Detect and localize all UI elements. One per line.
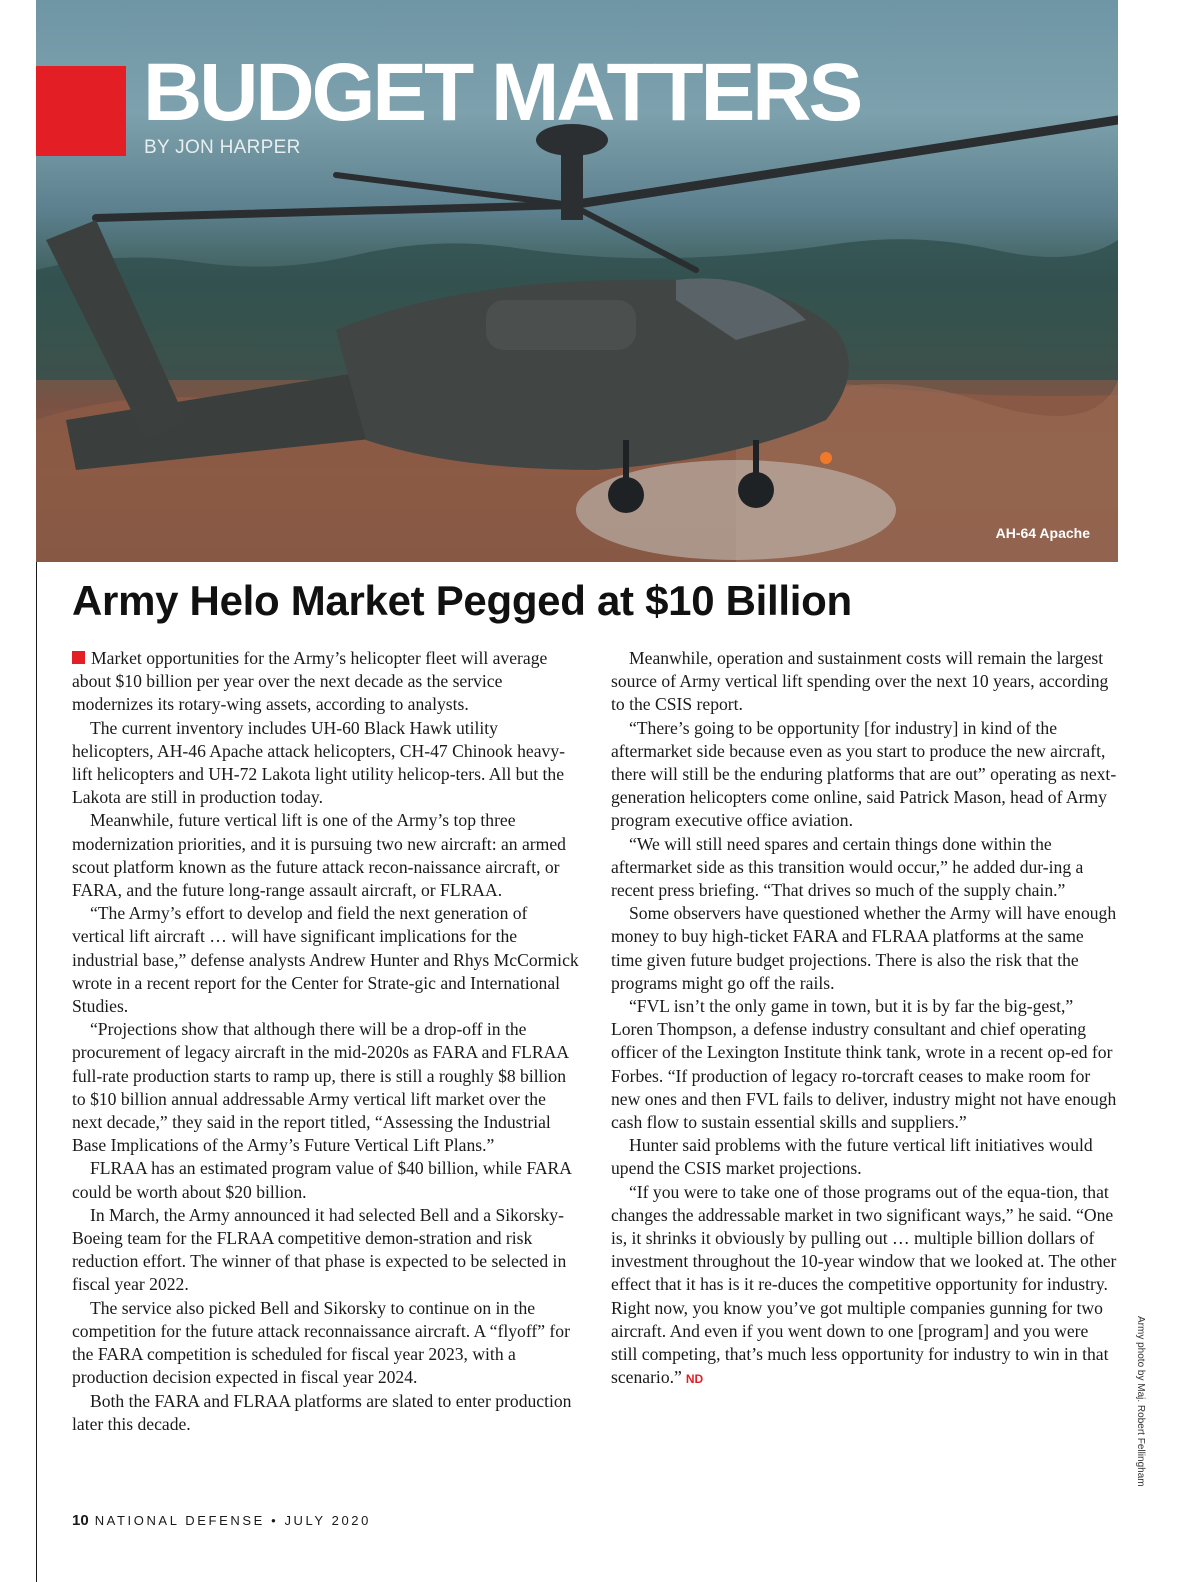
paragraph: “If you were to take one of those programs out of the equa-tion, that changes the addressable market in two significant ways,” he said. “One is, it shrinks it obviously by pulling out … multiple billion dollars of investment throughout the 10-year window that we looked at. The other effect that it has is it re-duces the competitive opportunity for industry. Right now, you know you’ve got multiple companies gunning for two aircraft. And even if you went down to one [program] and you were still competing, that’s much less opportunity for industry to win in that scenario.” ND bbox=[611, 1181, 1117, 1388]
paragraph: “There’s going to be opportunity [for industry] in kind of the aftermarket side because even as you start to produce the new aircraft, there will still be the enduring platforms that are out” operating as next-generation helicopters come online, said Patrick Mason, head of Army program executive office aviation. bbox=[611, 717, 1117, 831]
paragraph: The current inventory includes UH-60 Black Hawk utility helicopters, AH-46 Apache attack helicopters, CH-47 Chinook heavy-lift helicopters and UH-72 Lakota light utility helicop-ters. All but the Lakota are still in production today. bbox=[72, 717, 565, 808]
paragraph: In March, the Army announced it had selected Bell and a Sikorsky-Boeing team for the FLRAA competitive demon-stration and risk reduction effort. The winner of that phase is expected to be selected in fiscal year 2022. bbox=[72, 1204, 567, 1295]
paragraph: “Projections show that although there will be a drop-off in the procurement of legacy aircraft in the mid-2020s as FARA and FLRAA full-rate production starts to ramp up, there is still a roughly $8 billion to $10 billion annual addressable Army vertical lift market over the next decade,” they said in the report titled, “Assessing the Industrial Base Implications of the Army’s Future Vertical Lift Plans.” bbox=[72, 1019, 569, 1156]
article-column-left bbox=[72, 647, 580, 1436]
page-footer bbox=[72, 1512, 371, 1529]
left-margin-rule bbox=[36, 562, 37, 1582]
article-headline: Army Helo Market Pegged at $10 Billion bbox=[72, 577, 852, 624]
paragraph: Hunter said problems with the future vertical lift initiatives would upend the CSIS market projections. bbox=[611, 1135, 1093, 1179]
paragraph: The service also picked Bell and Sikorsky to continue on in the competition for the future attack reconnaissance aircraft. A “flyoff” for the FARA competition is scheduled for fiscal year 2023, with a production decision expected in fiscal year 2024. bbox=[72, 1297, 570, 1388]
photo-caption: AH-64 Apache bbox=[995, 525, 1090, 541]
page-number: 10 bbox=[72, 1512, 89, 1529]
publication-line: NATIONAL DEFENSE • JULY 2020 bbox=[94, 1513, 371, 1528]
paragraph: “We will still need spares and certain things done within the aftermarket side as this transition would occur,” he added dur-ing a recent press briefing. “That drives so much of the supply chain.” bbox=[611, 833, 1084, 901]
paragraph: Both the FARA and FLRAA platforms are slated to enter production later this decade. bbox=[72, 1390, 572, 1434]
paragraph: Some observers have questioned whether the Army will have enough money to buy high-ticket FARA and FLRAA platforms at the same time given future budget projections. There is also the risk that the programs might go off the rails. bbox=[611, 903, 1117, 993]
paragraph: “FVL isn’t the only game in town, but it is by far the big-gest,” Loren Thompson, a defense industry consultant and chief operating officer of the Lexington Institute think tank, wrote in a recent op-ed for Forbes. “If production of legacy ro-torcraft ceases to make room for new ones and then FVL fails to deliver, industry might not have enough cash flow to sustain essential skills and suppliers.” bbox=[611, 996, 1117, 1133]
paragraph: Meanwhile, future vertical lift is one of the Army’s top three modernization priorities, and it is pursuing two new aircraft: an armed scout platform known as the future attack recon-naissance aircraft, or FARA, and the future long-range assault aircraft, or FLRAA. bbox=[72, 810, 566, 901]
photo-credit: Army photo by Maj. Robert Fellingham bbox=[1135, 1316, 1146, 1487]
red-square-marker-icon bbox=[72, 651, 85, 664]
article-column-right bbox=[611, 647, 1119, 1392]
paragraph: Meanwhile, operation and sustainment costs will remain the largest source of Army vertical lift spending over the next 10 years, according to the CSIS report. bbox=[611, 648, 1109, 715]
section-title: BUDGET MATTERS bbox=[143, 47, 861, 138]
section-accent-block bbox=[36, 66, 126, 156]
byline: BY JON HARPER bbox=[144, 137, 301, 158]
paragraph: FLRAA has an estimated program value of $40 billion, while FARA could be worth about $20 billion. bbox=[72, 1158, 572, 1202]
end-mark: ND bbox=[685, 1372, 704, 1387]
paragraph: Market opportunities for the Army’s helicopter fleet will average about $10 billion per year over the next decade as the service modernizes its rotary-wing assets, according to analysts. bbox=[72, 648, 548, 715]
paragraph: “The Army’s effort to develop and field the next generation of vertical lift aircraft … will have significant implications for the industrial base,” defense analysts Andrew Hunter and Rhys McCormick wrote in a recent report for the Center for Strate-gic and International Studies. bbox=[72, 903, 579, 1017]
